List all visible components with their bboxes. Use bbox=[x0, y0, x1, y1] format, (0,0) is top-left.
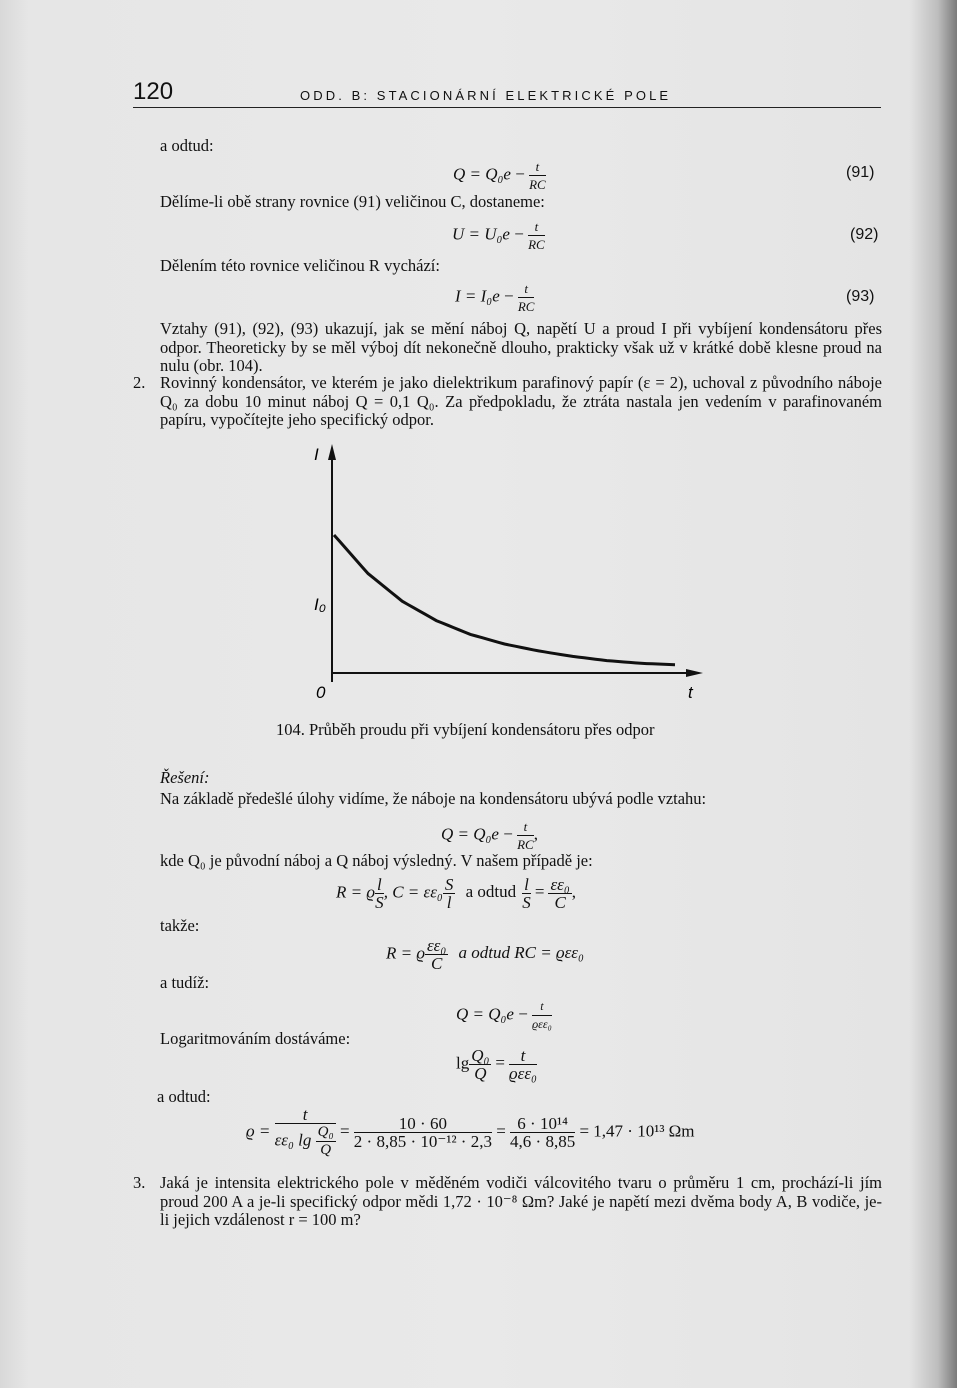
eq91-exp-num: t bbox=[529, 158, 546, 176]
problem-3-number: 3. bbox=[133, 1173, 146, 1192]
eqrho-f2-den: 2 · 8,85 · 10⁻¹² · 2,3 bbox=[353, 1132, 492, 1151]
divide-by-c-text: Dělíme-li obě strany rovnice (91) veličinou C, dostaneme: bbox=[160, 192, 545, 211]
eqq-exp-den: RC bbox=[517, 837, 534, 852]
equation-92-tag: (92) bbox=[850, 226, 879, 243]
eqr-f1-num: l bbox=[524, 875, 529, 894]
eq93-lhs: I = I₀e bbox=[455, 286, 500, 306]
eq92-exp-den: RC bbox=[528, 237, 545, 252]
eqr-c-lhs: , C = εε₀ bbox=[383, 882, 443, 902]
equation-93-tag: (93) bbox=[846, 288, 875, 305]
header-rule bbox=[133, 107, 881, 108]
equation-92: U = U₀e − $\frac{t}{RC}$ bbox=[452, 219, 545, 252]
eqrho-f1-den-pre: εε₀ lg bbox=[274, 1130, 312, 1150]
eq91-lhs: Q = Q₀e bbox=[453, 164, 511, 184]
a-odtud-label-2: a odtud: bbox=[157, 1087, 211, 1106]
equation-q2: Q = Q₀e − $\frac{t}{\text{ϱεε₀}}$ bbox=[456, 999, 552, 1031]
equation-91-tag: (91) bbox=[846, 164, 875, 181]
eq92-exp-num: t bbox=[528, 218, 545, 236]
eqrho-f3-num: 6 · 10¹⁴ bbox=[510, 1115, 575, 1133]
logaritmovanim-label: Logaritmováním dostáváme: bbox=[160, 1029, 351, 1048]
eqr-odtud: a odtud bbox=[465, 882, 517, 902]
eqq-lhs: Q = Q₀e bbox=[441, 824, 499, 844]
equation-lg bbox=[456, 1047, 537, 1082]
eqr-r-den: S bbox=[375, 893, 384, 912]
solution-line-1: Na základě předešlé úlohy vidíme, že náboje na kondensátoru ubývá podle vztahu: bbox=[160, 789, 707, 808]
eqr-f2-num: εε₀ bbox=[550, 875, 570, 894]
eq92-lhs: U = U₀e bbox=[452, 224, 510, 244]
a-tudiz-label: a tudíž: bbox=[160, 973, 210, 992]
eqq-exp-num: t bbox=[517, 818, 534, 836]
eqrho-result: = 1,47 · 10¹³ Ωm bbox=[579, 1121, 695, 1141]
y-axis-label: I bbox=[314, 445, 319, 464]
equation-r-c bbox=[336, 876, 576, 911]
eqq-trail: , bbox=[533, 824, 538, 844]
eqr-c-num: S bbox=[444, 875, 454, 894]
eqr-c-den: l bbox=[446, 893, 452, 912]
x-axis-arrow bbox=[686, 669, 703, 677]
eq91-exp-den: RC bbox=[529, 177, 546, 192]
figure-104-chart bbox=[290, 440, 730, 710]
eqr-eq: = bbox=[534, 882, 545, 902]
eqr-f1-den: S bbox=[522, 893, 531, 912]
eqlg-den: Q bbox=[474, 1064, 487, 1083]
takze-label: takže: bbox=[160, 916, 200, 935]
equation-q: Q = Q₀e − $\frac{t}{RC}$ , bbox=[441, 819, 538, 852]
decay-curve bbox=[334, 535, 675, 665]
page-number: 120 bbox=[133, 78, 174, 105]
equation-91: Q = Q₀e − $\frac{t}{RC}$ bbox=[453, 159, 546, 192]
eqrho-f1-den-num: Q₀ bbox=[317, 1124, 334, 1140]
solution-heading: Řešení: bbox=[160, 768, 210, 787]
running-title: ODD. B: STACIONÁRNÍ ELEKTRICKÉ POLE bbox=[300, 88, 672, 103]
eqrc-rest: a odtud RC = ϱεε₀ bbox=[458, 943, 584, 963]
x-axis-label: t bbox=[688, 683, 693, 702]
problem-2-text: Rovinný kondensátor, ve kterém je jako dielektrikum parafinový papír (ε = 2), uchoval z původního náboje Q₀ za dobu 10 minut náboj Q = 0,1 Q₀. Za předpokladu, že ztráta nastala jen vedením v parafinovaném papíru, vypočítejte jeho specifický odpor. bbox=[160, 373, 882, 429]
curve-label-i0: I₀ bbox=[314, 595, 326, 614]
intro-a-odtud: a odtud: bbox=[160, 136, 214, 155]
eqlg-num: Q₀ bbox=[471, 1046, 490, 1065]
problem-2-number: 2. bbox=[133, 373, 146, 392]
divide-by-r-text: Dělením této rovnice veličinou R vychází: bbox=[160, 256, 440, 275]
equation-rc bbox=[386, 937, 584, 972]
eqrc-den: C bbox=[430, 954, 443, 973]
eqrho-f1-num: t bbox=[275, 1106, 336, 1124]
y-axis-arrow bbox=[328, 444, 336, 460]
eqr-r-lhs: R = ϱ bbox=[336, 882, 375, 902]
eqq2-exp-den: ϱεε₀ bbox=[532, 1017, 552, 1031]
eqrho-lhs: ϱ = bbox=[246, 1121, 271, 1141]
equation-rho: ϱ = t εε₀ lg $\frac{\text{Q₀}}{Q}$ = $\frac{10 \cdot 60}{\text{2 · 8,85 · 10⁻¹² · 2,3}}$ = $\frac{\text{6 · 10¹⁴}}{4,6 \cdot 8,85}$ = 1,47 · 10¹³ Ωm bbox=[246, 1105, 695, 1158]
eqlg-r-den: ϱεε₀ bbox=[509, 1064, 537, 1083]
eq93-exp-num: t bbox=[518, 280, 535, 298]
eqr-f2-den: C bbox=[554, 893, 566, 912]
eq93-exp-den: RC bbox=[517, 299, 535, 314]
equation-93: I = I₀e − $\frac{t}{RC}$ bbox=[455, 281, 535, 314]
eqrho-f1-den-den: Q bbox=[320, 1142, 332, 1158]
vztahy-paragraph: Vztahy (91), (92), (93) ukazují, jak se mění náboj Q, napětí U a proud I při vybíjení kondensátoru přes odpor. Theoreticky by se měl výboj dít nekonečně dlouho, prakticky však už v krátké době klesne proud na nulu (obr. 104). bbox=[160, 319, 882, 375]
problem-3-text: Jaká je intensita elektrického pole v měděném vodiči válcovitého tvaru o průměru 1 cm, prochází-li jím proud 200 A a je-li specifický odpor mědi 1,72 · 10⁻⁸ Ωm? Jaké je napětí mezi dvěma body A, B vodiče, je-li jejich vzdálenost r = 100 m? bbox=[160, 1173, 882, 1229]
eqrho-f2-num: 10 · 60 bbox=[354, 1115, 492, 1133]
eqrc-num: εε₀ bbox=[426, 936, 447, 955]
origin-label: 0 bbox=[316, 683, 326, 702]
eqlg-lg: lg bbox=[456, 1053, 470, 1073]
eqr-trail: , bbox=[571, 882, 577, 902]
eqrho-f3-den: 4,6 · 8,85 bbox=[510, 1132, 576, 1151]
figure-caption: 104. Průběh proudu při vybíjení kondensátoru přes odpor bbox=[276, 720, 655, 739]
eqr-r-num: l bbox=[376, 875, 382, 894]
eqlg-eq: = bbox=[495, 1053, 506, 1073]
eqq2-lhs: Q = Q₀e bbox=[456, 1004, 514, 1024]
eqrc-lhs: R = ϱ bbox=[386, 943, 425, 963]
eqq2-exp-num: t bbox=[532, 998, 552, 1016]
kde-line: kde Q₀ je původní náboj a Q náboj výsledný. V našem případě je: bbox=[160, 851, 593, 870]
eqlg-r-num: t bbox=[509, 1047, 537, 1065]
